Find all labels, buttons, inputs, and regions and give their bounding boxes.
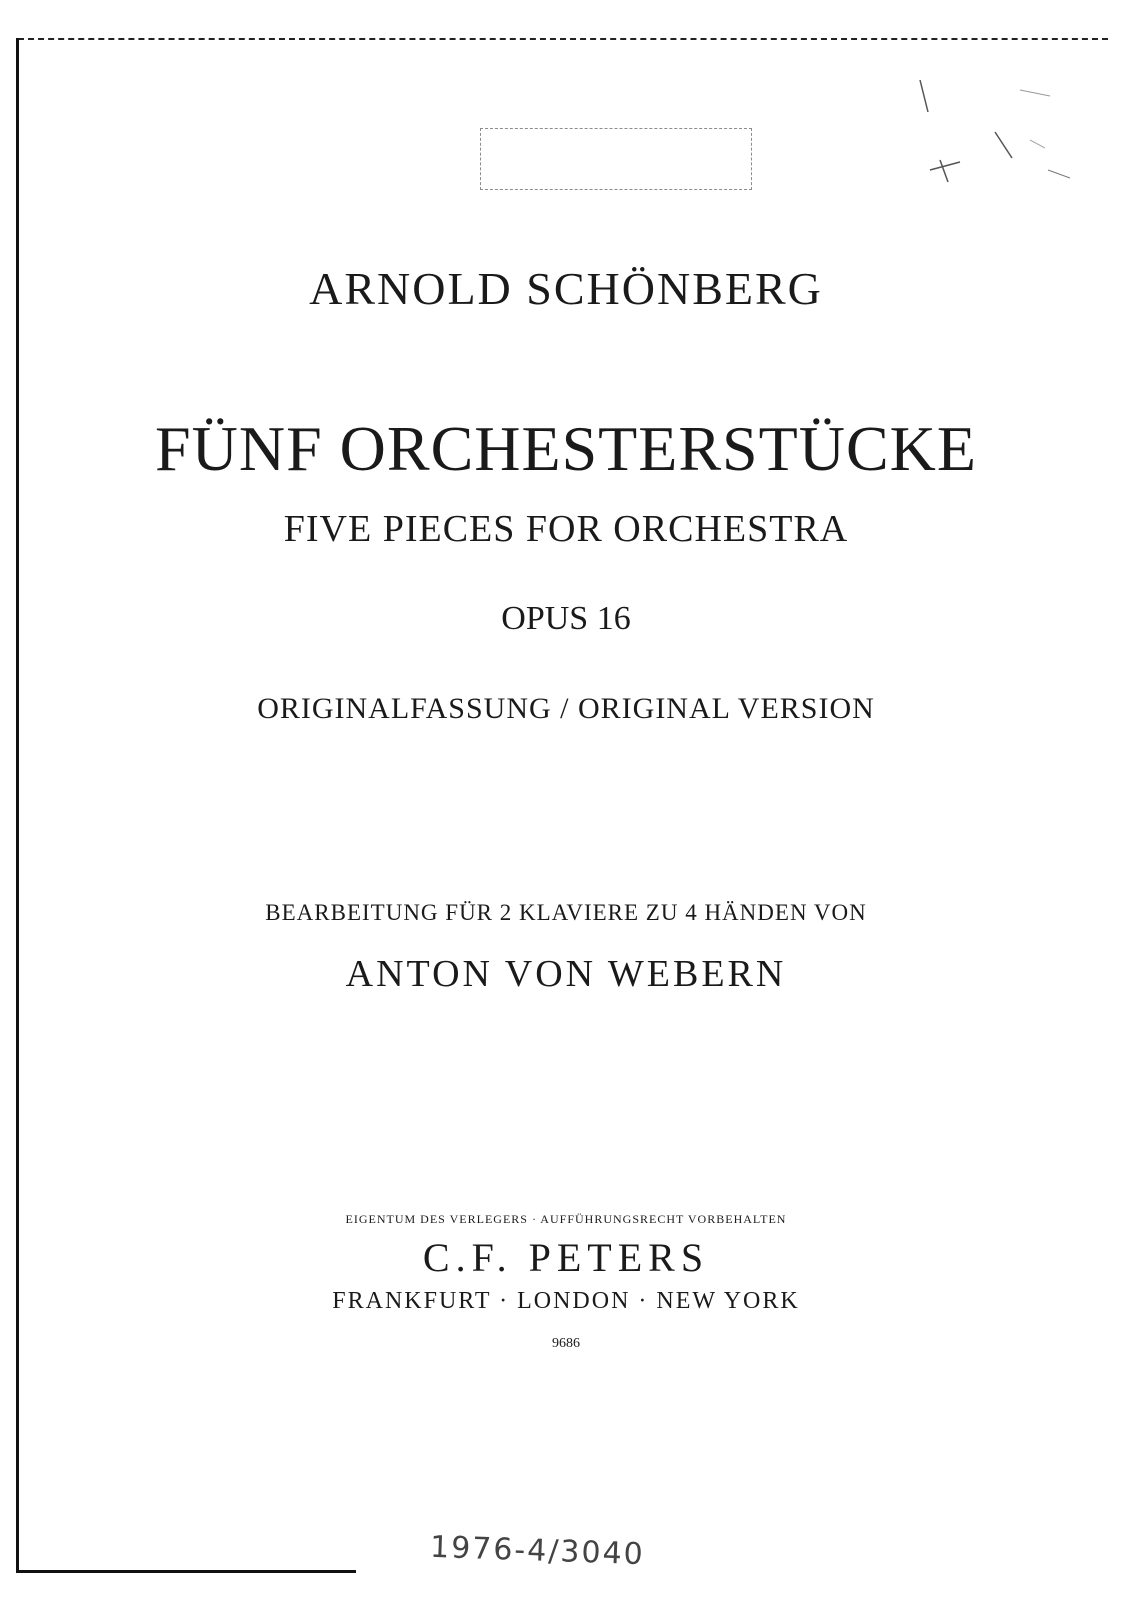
- scan-border-bottom: [16, 1570, 356, 1573]
- publisher-name: C.F. PETERS: [422, 1235, 710, 1280]
- library-stamp: [480, 128, 752, 190]
- version-note: ORIGINALFASSUNG / ORIGINAL VERSION: [257, 692, 875, 725]
- arranger-name: ANTON VON WEBERN: [345, 953, 787, 995]
- composer-name: ARNOLD SCHÖNBERG: [309, 263, 823, 314]
- title-german: FÜNF ORCHESTERSTÜCKE: [155, 413, 977, 484]
- opus-number: OPUS 16: [501, 600, 631, 637]
- corner-pencil-marks: [900, 70, 1100, 220]
- publisher-cities: FRANKFURT · LONDON · NEW YORK: [332, 1288, 800, 1314]
- handwritten-catalog-number: 1976-4/3040: [429, 1529, 646, 1573]
- scan-border-top: [18, 38, 1108, 40]
- rights-notice: EIGENTUM DES VERLEGERS · AUFFÜHRUNGSRECHT VORBEHALTEN: [345, 1212, 787, 1226]
- title-english: FIVE PIECES FOR ORCHESTRA: [283, 508, 849, 550]
- arrangement-note: BEARBEITUNG FÜR 2 KLAVIERE ZU 4 HÄNDEN VON: [265, 900, 867, 925]
- plate-number: 9686: [552, 1336, 580, 1351]
